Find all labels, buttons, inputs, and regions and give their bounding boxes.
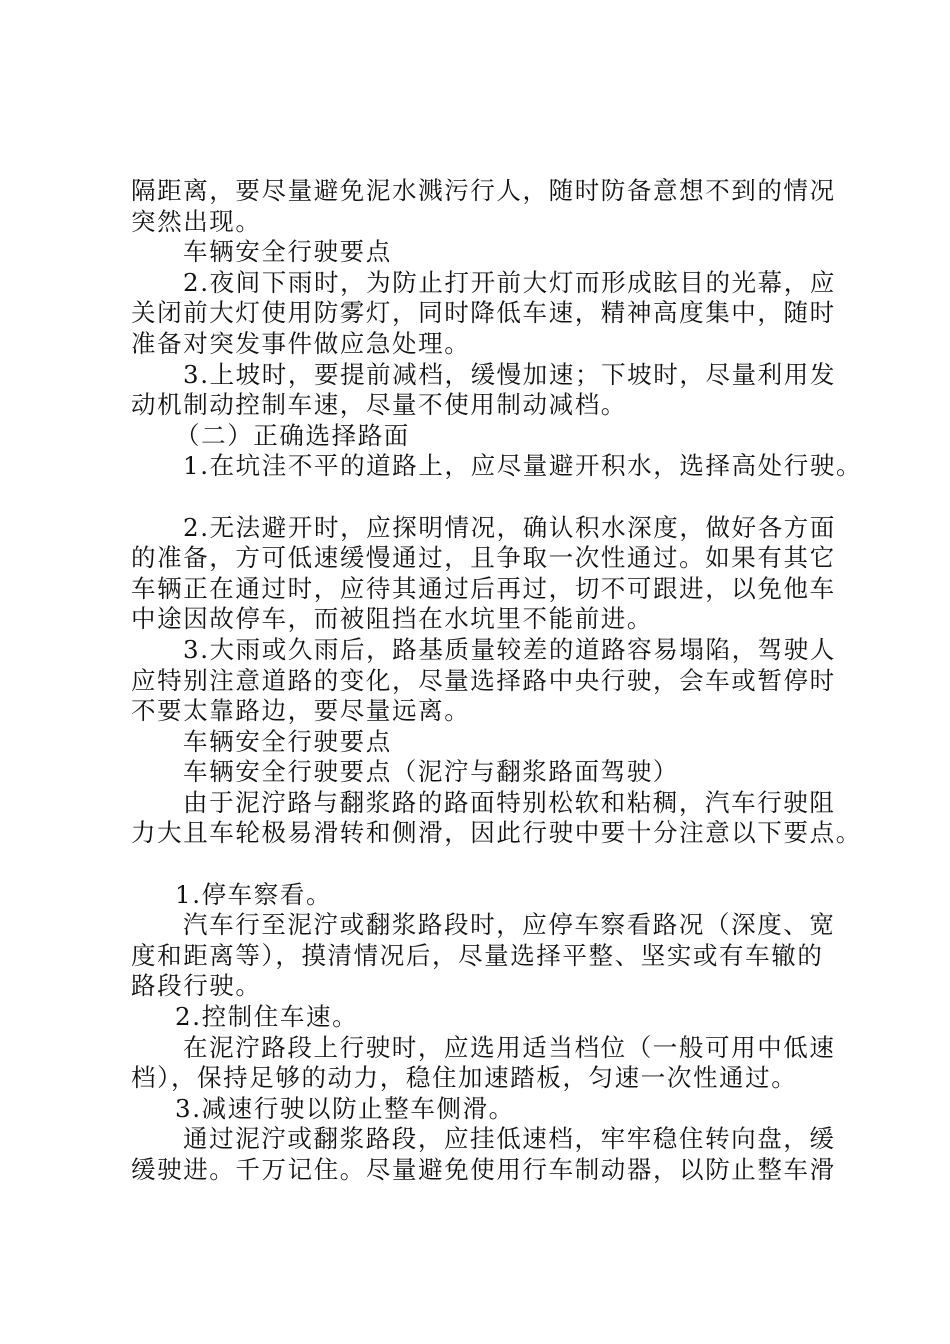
paragraph-line: 3.上坡时，要提前减档，缓慢加速；下坡时，尽量利用发: [183, 359, 836, 389]
paragraph-line: 2.无法避开时，应探明情况，确认积水深度，做好各方面: [183, 512, 836, 542]
section-heading: （二）正确选择路面: [175, 420, 410, 450]
section-heading: 车辆安全行驶要点: [183, 726, 392, 756]
paragraph-gap: [131, 482, 846, 513]
paragraph-line: 缓驶进。千万记住。尽量避免使用行车制动器，以防止整车滑: [131, 1155, 836, 1184]
paragraph-line: 力大且车轮极易滑转和侧滑，因此行驶中要十分注意以下要点。: [131, 818, 862, 848]
paragraph-line: 2.夜间下雨时，为防止打开前大灯而形成眩目的光幕，应: [183, 267, 836, 297]
paragraph-line: 在泥泞路段上行驶时，应选用适当档位（一般可用中低速: [183, 1032, 836, 1062]
paragraph-line: 车辆正在通过时，应待其通过后再过，切不可跟进，以免他车: [131, 573, 836, 603]
paragraph-line: 档），保持足够的动力，稳住加速踏板，匀速一次性通过。: [131, 1063, 798, 1093]
paragraph-line: 不要太靠路边，要尽量远离。: [131, 696, 471, 726]
paragraph-line: 1.在坑洼不平的道路上，应尽量避开积水，选择高处行驶。: [183, 451, 863, 481]
section-heading: 车辆安全行驶要点: [183, 237, 392, 267]
paragraph-line: 度和距离等），摸清情况后，尽量选择平整、坚实或有车辙的: [131, 940, 824, 970]
list-item-heading: 3.减速行驶以防止整车侧滑。: [175, 1093, 515, 1123]
paragraph-gap: [131, 849, 846, 880]
paragraph-line: 应特别注意道路的变化，尽量选择路中央行驶，会车或暂停时: [131, 665, 836, 695]
paragraph-line: 的准备，方可低速缓慢通过，且争取一次性通过。如果有其它: [131, 543, 836, 573]
paragraph-line: 路段行驶。: [131, 971, 262, 1001]
paragraph-line: 关闭前大灯使用防雾灯，同时降低车速，精神高度集中，随时: [131, 298, 836, 328]
document-body: [131, 176, 863, 1186]
paragraph-line: 汽车行至泥泞或翻浆路段时，应停车察看路况（深度、宽: [183, 910, 836, 940]
list-item-heading: 2.控制住车速。: [175, 1002, 359, 1032]
paragraph-line: 隔距离，要尽量避免泥水溅污行人，随时防备意想不到的情况: [131, 176, 836, 205]
paragraph-line: 突然出现。: [131, 206, 262, 236]
paragraph-line: 准备对突发事件做应急处理。: [131, 328, 471, 358]
paragraph-line: 动机制动控制车速，尽量不使用制动减档。: [131, 390, 627, 420]
paragraph-line: 通过泥泞或翻浆路段，应挂低速档，牢牢稳住转向盘，缓: [183, 1124, 836, 1154]
section-heading: 车辆安全行驶要点（泥泞与翻浆路面驾驶）: [183, 757, 679, 787]
paragraph-line: 中途因故停车，而被阻挡在水坑里不能前进。: [131, 604, 653, 634]
paragraph-line: 3.大雨或久雨后，路基质量较差的道路容易塌陷，驾驶人: [183, 634, 836, 664]
paragraph-line: 由于泥泞路与翻浆路的路面特别松软和粘稠，汽车行驶阻: [183, 787, 836, 817]
list-item-heading: 1.停车察看。: [175, 879, 333, 909]
